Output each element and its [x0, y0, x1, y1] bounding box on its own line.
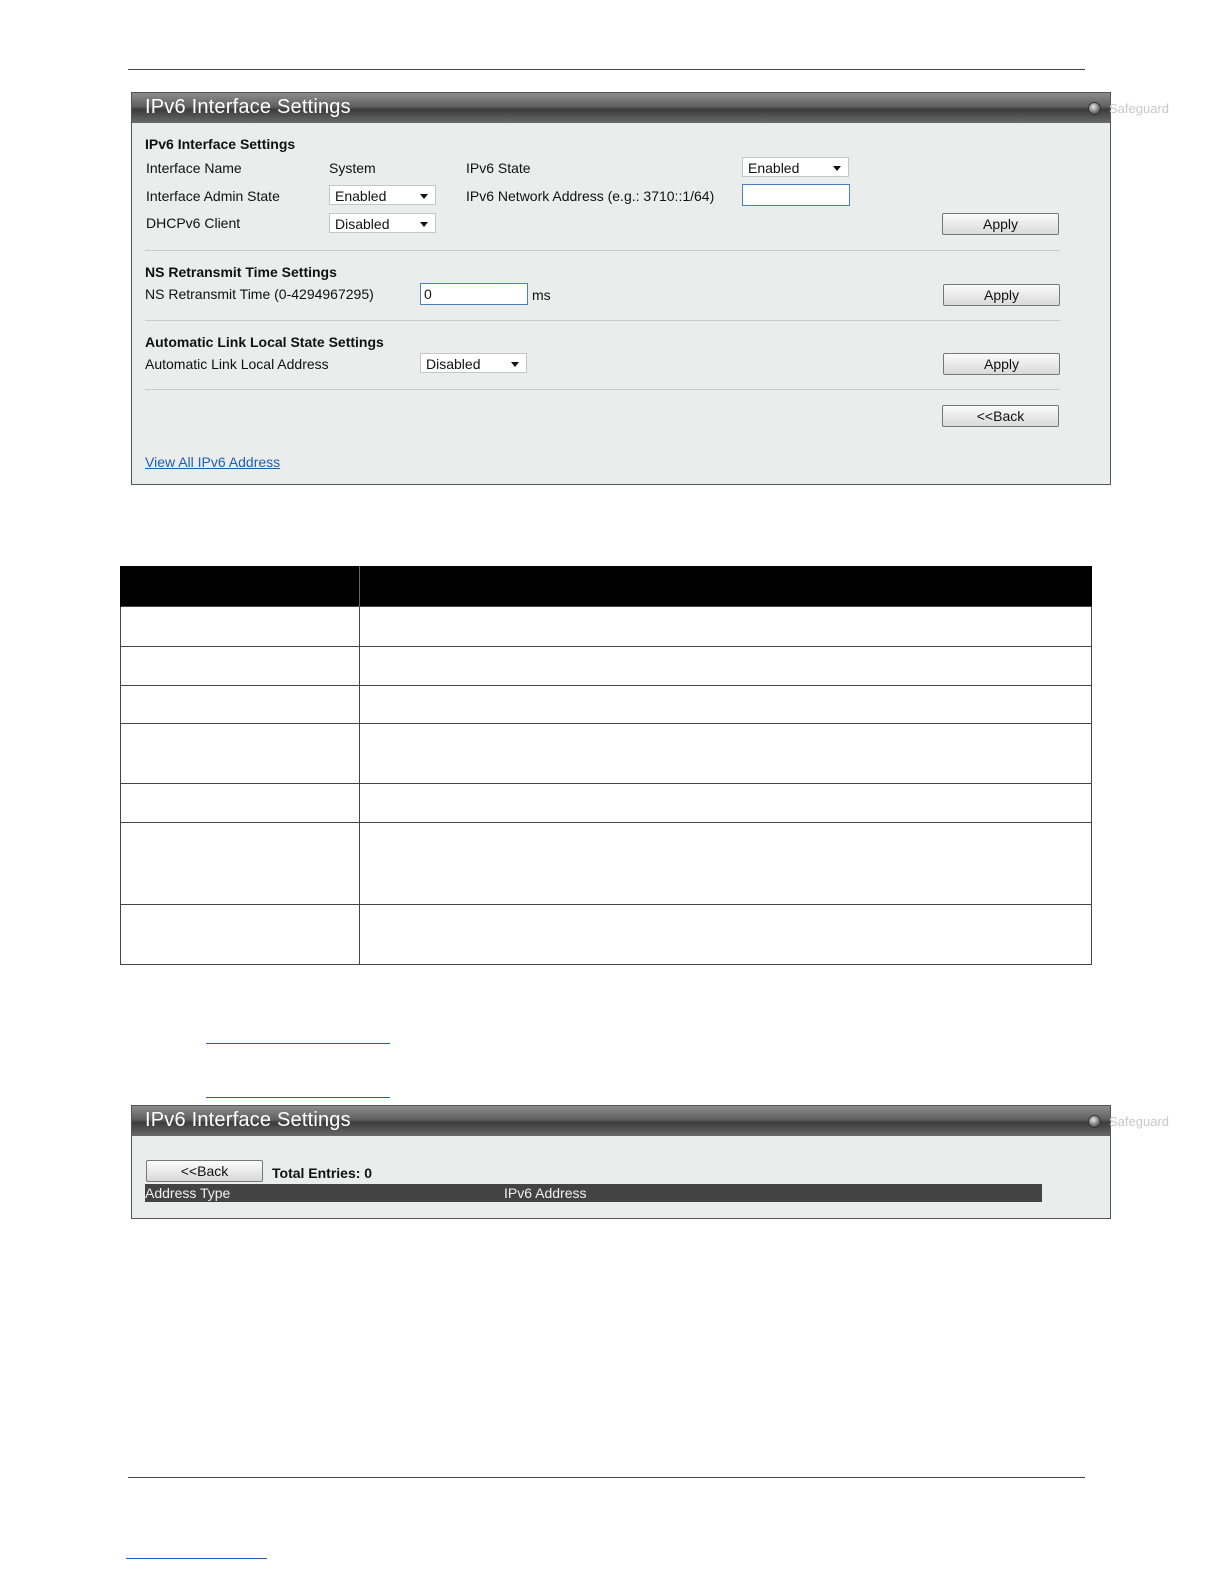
- network-address-label: IPv6 Network Address (e.g.: 3710::1/64): [466, 188, 715, 204]
- panel-title-bar: [132, 1106, 1169, 1136]
- table-row: [121, 686, 1092, 724]
- safeguard-icon: [1088, 102, 1101, 115]
- address-table-header: [145, 1184, 1042, 1202]
- table-row: [121, 724, 1092, 784]
- table-cell: [121, 686, 360, 724]
- table-cell: [121, 607, 360, 647]
- panel-title: IPv6 Interface Settings: [145, 1109, 351, 1131]
- interface-name-value: System: [329, 160, 376, 176]
- ipv6-state-selected: Enabled: [748, 160, 800, 176]
- ns-retransmit-input[interactable]: 0: [420, 283, 528, 305]
- table-header-row: [121, 566, 1092, 607]
- table-cell: [121, 724, 360, 784]
- table-cell: [360, 823, 1092, 905]
- table-cell: [121, 905, 360, 965]
- table-cell: [360, 686, 1092, 724]
- hyperlink-underline: [206, 1043, 390, 1044]
- table-cell: [360, 784, 1092, 823]
- dhcpv6-client-select[interactable]: [329, 213, 436, 233]
- section-heading-ns-retransmit: NS Retransmit Time Settings: [145, 264, 337, 280]
- ipv6-state-label: IPv6 State: [466, 160, 531, 176]
- table-row: [121, 823, 1092, 905]
- chevron-down-icon: [511, 362, 519, 367]
- table-cell: [121, 784, 360, 823]
- panel-title: IPv6 Interface Settings: [145, 96, 351, 118]
- auto-link-local-selected: Disabled: [426, 356, 481, 372]
- table-cell: [121, 823, 360, 905]
- section-divider: [145, 389, 1060, 390]
- chevron-down-icon: [833, 166, 841, 171]
- network-address-input[interactable]: [742, 184, 850, 206]
- section-divider: [145, 250, 1060, 251]
- parameter-description-table: [120, 566, 1092, 965]
- hyperlink-underline: [206, 1097, 390, 1098]
- ipv6-address-list-panel: [131, 1105, 1169, 1219]
- table-cell: [360, 647, 1092, 686]
- safeguard-icon: [1088, 1115, 1101, 1128]
- admin-state-selected: Enabled: [335, 188, 387, 204]
- chevron-down-icon: [420, 222, 428, 227]
- dhcpv6-client-selected: Disabled: [335, 216, 390, 232]
- hyperlink-underline: [126, 1558, 267, 1559]
- dhcpv6-client-label: DHCPv6 Client: [146, 215, 241, 231]
- ns-retransmit-unit: ms: [532, 287, 551, 303]
- apply-ns-retransmit-button[interactable]: Apply: [943, 284, 1060, 306]
- table-cell: [121, 647, 360, 686]
- apply-auto-link-local-button[interactable]: Apply: [943, 353, 1060, 375]
- ns-retransmit-label: NS Retransmit Time (0-4294967295): [145, 286, 374, 302]
- table-row: [121, 784, 1092, 823]
- ipv6-state-select[interactable]: [742, 157, 849, 177]
- section-heading-interface: IPv6 Interface Settings: [145, 136, 296, 152]
- table-cell: [360, 724, 1092, 784]
- ipv6-interface-settings-panel: [131, 92, 1169, 485]
- apply-interface-button[interactable]: Apply: [942, 213, 1059, 235]
- table-header-cell: [121, 566, 360, 607]
- column-header-address-type: Address Type: [145, 1185, 231, 1201]
- chevron-down-icon: [420, 194, 428, 199]
- section-divider: [145, 320, 1060, 321]
- view-all-ipv6-address-link[interactable]: View All IPv6 Address: [145, 454, 281, 470]
- panel-title-bar: [132, 93, 1169, 123]
- interface-name-label: Interface Name: [146, 160, 242, 176]
- footer-rule: [128, 1477, 1085, 1478]
- auto-link-local-select[interactable]: [420, 353, 527, 373]
- back-button[interactable]: <<Back: [942, 405, 1059, 427]
- header-rule: [128, 69, 1085, 70]
- admin-state-select[interactable]: [329, 185, 436, 205]
- table-cell: [360, 905, 1092, 965]
- total-entries: Total Entries: 0: [272, 1165, 373, 1181]
- safeguard-label: Safeguard: [1109, 1114, 1169, 1129]
- table-cell: [360, 607, 1092, 647]
- column-header-ipv6-address: IPv6 Address: [504, 1185, 587, 1201]
- auto-link-local-label: Automatic Link Local Address: [145, 356, 329, 372]
- table-row: [121, 647, 1092, 686]
- safeguard-label: Safeguard: [1109, 101, 1169, 116]
- section-heading-auto-link-local: Automatic Link Local State Settings: [145, 334, 384, 350]
- back-button[interactable]: <<Back: [146, 1160, 263, 1182]
- table-row: [121, 607, 1092, 647]
- admin-state-label: Interface Admin State: [146, 188, 280, 204]
- table-row: [121, 905, 1092, 965]
- table-header-cell: [360, 566, 1092, 607]
